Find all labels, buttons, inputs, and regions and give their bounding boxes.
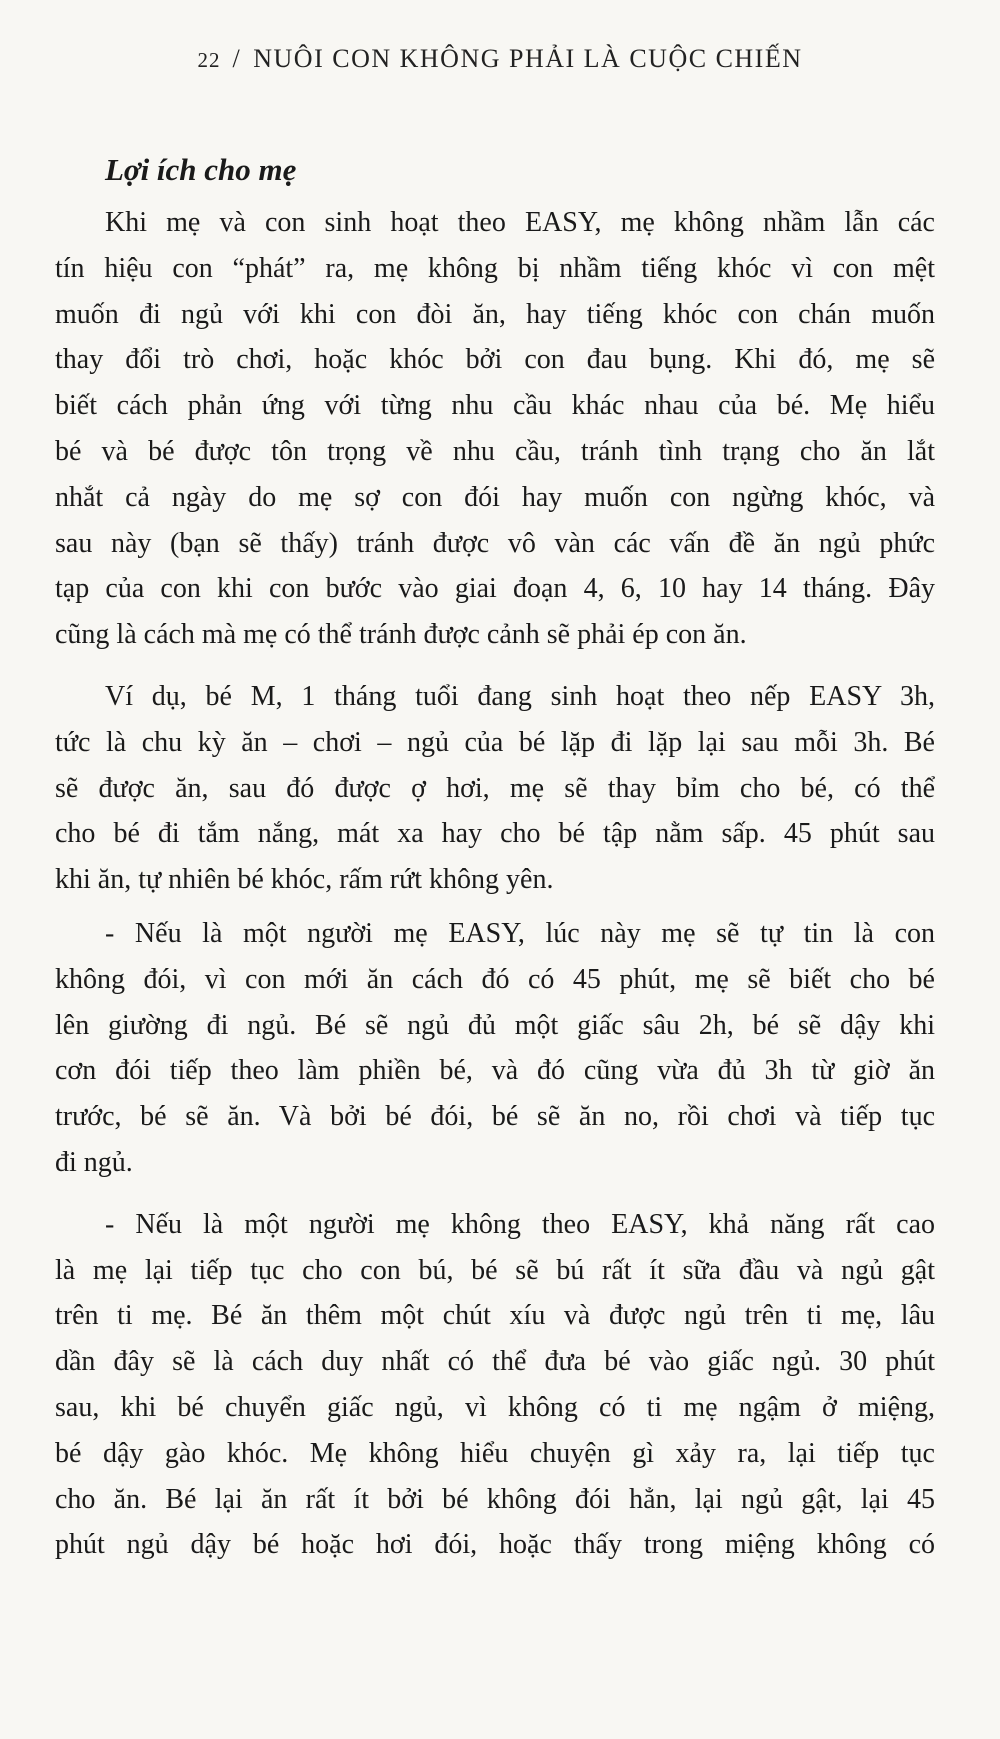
book-title: NUÔI CON KHÔNG PHẢI LÀ CUỘC CHIẾN [253, 44, 803, 73]
text-line: khi ăn, tự nhiên bé khóc, rấm rứt không yên. [55, 864, 554, 896]
text-line: tạp của con khi con bước vào giai đoạn 4, 6, 10 hay 14 tháng. Đây [55, 573, 935, 605]
text-line: bé và bé được tôn trọng về nhu cầu, tránh tình trạng cho ăn lắt [55, 435, 935, 467]
text-line: dần đây sẽ là cách duy nhất có thể đưa bé vào giấc ngủ. 30 phút [55, 1346, 935, 1378]
text-line: lên giường đi ngủ. Bé sẽ ngủ đủ một giấc sâu 2h, bé sẽ dậy khi [55, 1009, 935, 1041]
text-line: đi ngủ. [55, 1146, 133, 1178]
text-line: phút ngủ dậy bé hoặc hơi đói, hoặc thấy trong miệng không có [55, 1529, 935, 1561]
text-line: - Nếu là một người mẹ EASY, lúc này mẹ sẽ tự tin là con [105, 917, 935, 949]
section-heading: Lợi ích cho mẹ [105, 152, 297, 187]
text-line: Ví dụ, bé M, 1 tháng tuổi đang sinh hoạt theo nếp EASY 3h, [105, 680, 935, 712]
text-line: sau, khi bé chuyển giấc ngủ, vì không có ti mẹ ngậm ở miệng, [55, 1391, 935, 1423]
page-number: 22 [197, 48, 221, 72]
text-line: thay đổi trò chơi, hoặc khóc bởi con đau bụng. Khi đó, mẹ sẽ [55, 344, 935, 376]
page-body [55, 148, 935, 1584]
header-separator: / [232, 44, 242, 73]
text-line: là mẹ lại tiếp tục cho con bú, bé sẽ bú rất ít sữa đầu và ngủ gật [55, 1254, 935, 1286]
text-line: muốn đi ngủ với khi con đòi ăn, hay tiếng khóc con chán muốn [55, 298, 935, 330]
text-line: cũng là cách mà mẹ có thể tránh được cảnh sẽ phải ép con ăn. [55, 619, 747, 651]
paragraph-non-easy-mother [55, 1202, 935, 1568]
paragraph-benefits [55, 200, 935, 658]
text-line: Khi mẹ và con sinh hoạt theo EASY, mẹ không nhầm lẫn các [105, 207, 935, 238]
text-line: trên ti mẹ. Bé ăn thêm một chút xíu và được ngủ trên ti mẹ, lâu [55, 1300, 935, 1332]
text-line: cho ăn. Bé lại ăn rất ít bởi bé không đói hẳn, lại ngủ gật, lại 45 [55, 1483, 935, 1515]
paragraph-easy-mother [55, 911, 935, 1186]
text-line: cơn đói tiếp theo làm phiền bé, và đó cũng vừa đủ 3h từ giờ ăn [55, 1055, 935, 1087]
text-line: sau này (bạn sẽ thấy) tránh được vô vàn các vấn đề ăn ngủ phức [55, 527, 935, 559]
text-line: nhắt cả ngày do mẹ sợ con đói hay muốn con ngừng khóc, và [55, 481, 935, 513]
paragraph-example [55, 674, 935, 903]
text-line: biết cách phản ứng với từng nhu cầu khác nhau của bé. Mẹ hiểu [55, 390, 935, 422]
running-header [0, 44, 1000, 74]
text-line: trước, bé sẽ ăn. Và bởi bé đói, bé sẽ ăn no, rồi chơi và tiếp tục [55, 1101, 935, 1133]
text-line: tức là chu kỳ ăn – chơi – ngủ của bé lặp đi lặp lại sau mỗi 3h. Bé [55, 726, 935, 758]
text-line: bé dậy gào khóc. Mẹ không hiểu chuyện gì xảy ra, lại tiếp tục [55, 1437, 935, 1469]
text-line: - Nếu là một người mẹ không theo EASY, khả năng rất cao [105, 1208, 935, 1240]
text-line: tín hiệu con “phát” ra, mẹ không bị nhầm tiếng khóc vì con mệt [55, 252, 935, 284]
text-line: cho bé đi tắm nắng, mát xa hay cho bé tập nằm sấp. 45 phút sau [55, 818, 935, 850]
text-line: sẽ được ăn, sau đó được ợ hơi, mẹ sẽ thay bỉm cho bé, có thể [55, 772, 935, 804]
text-line: không đói, vì con mới ăn cách đó có 45 phút, mẹ sẽ biết cho bé [55, 963, 935, 995]
